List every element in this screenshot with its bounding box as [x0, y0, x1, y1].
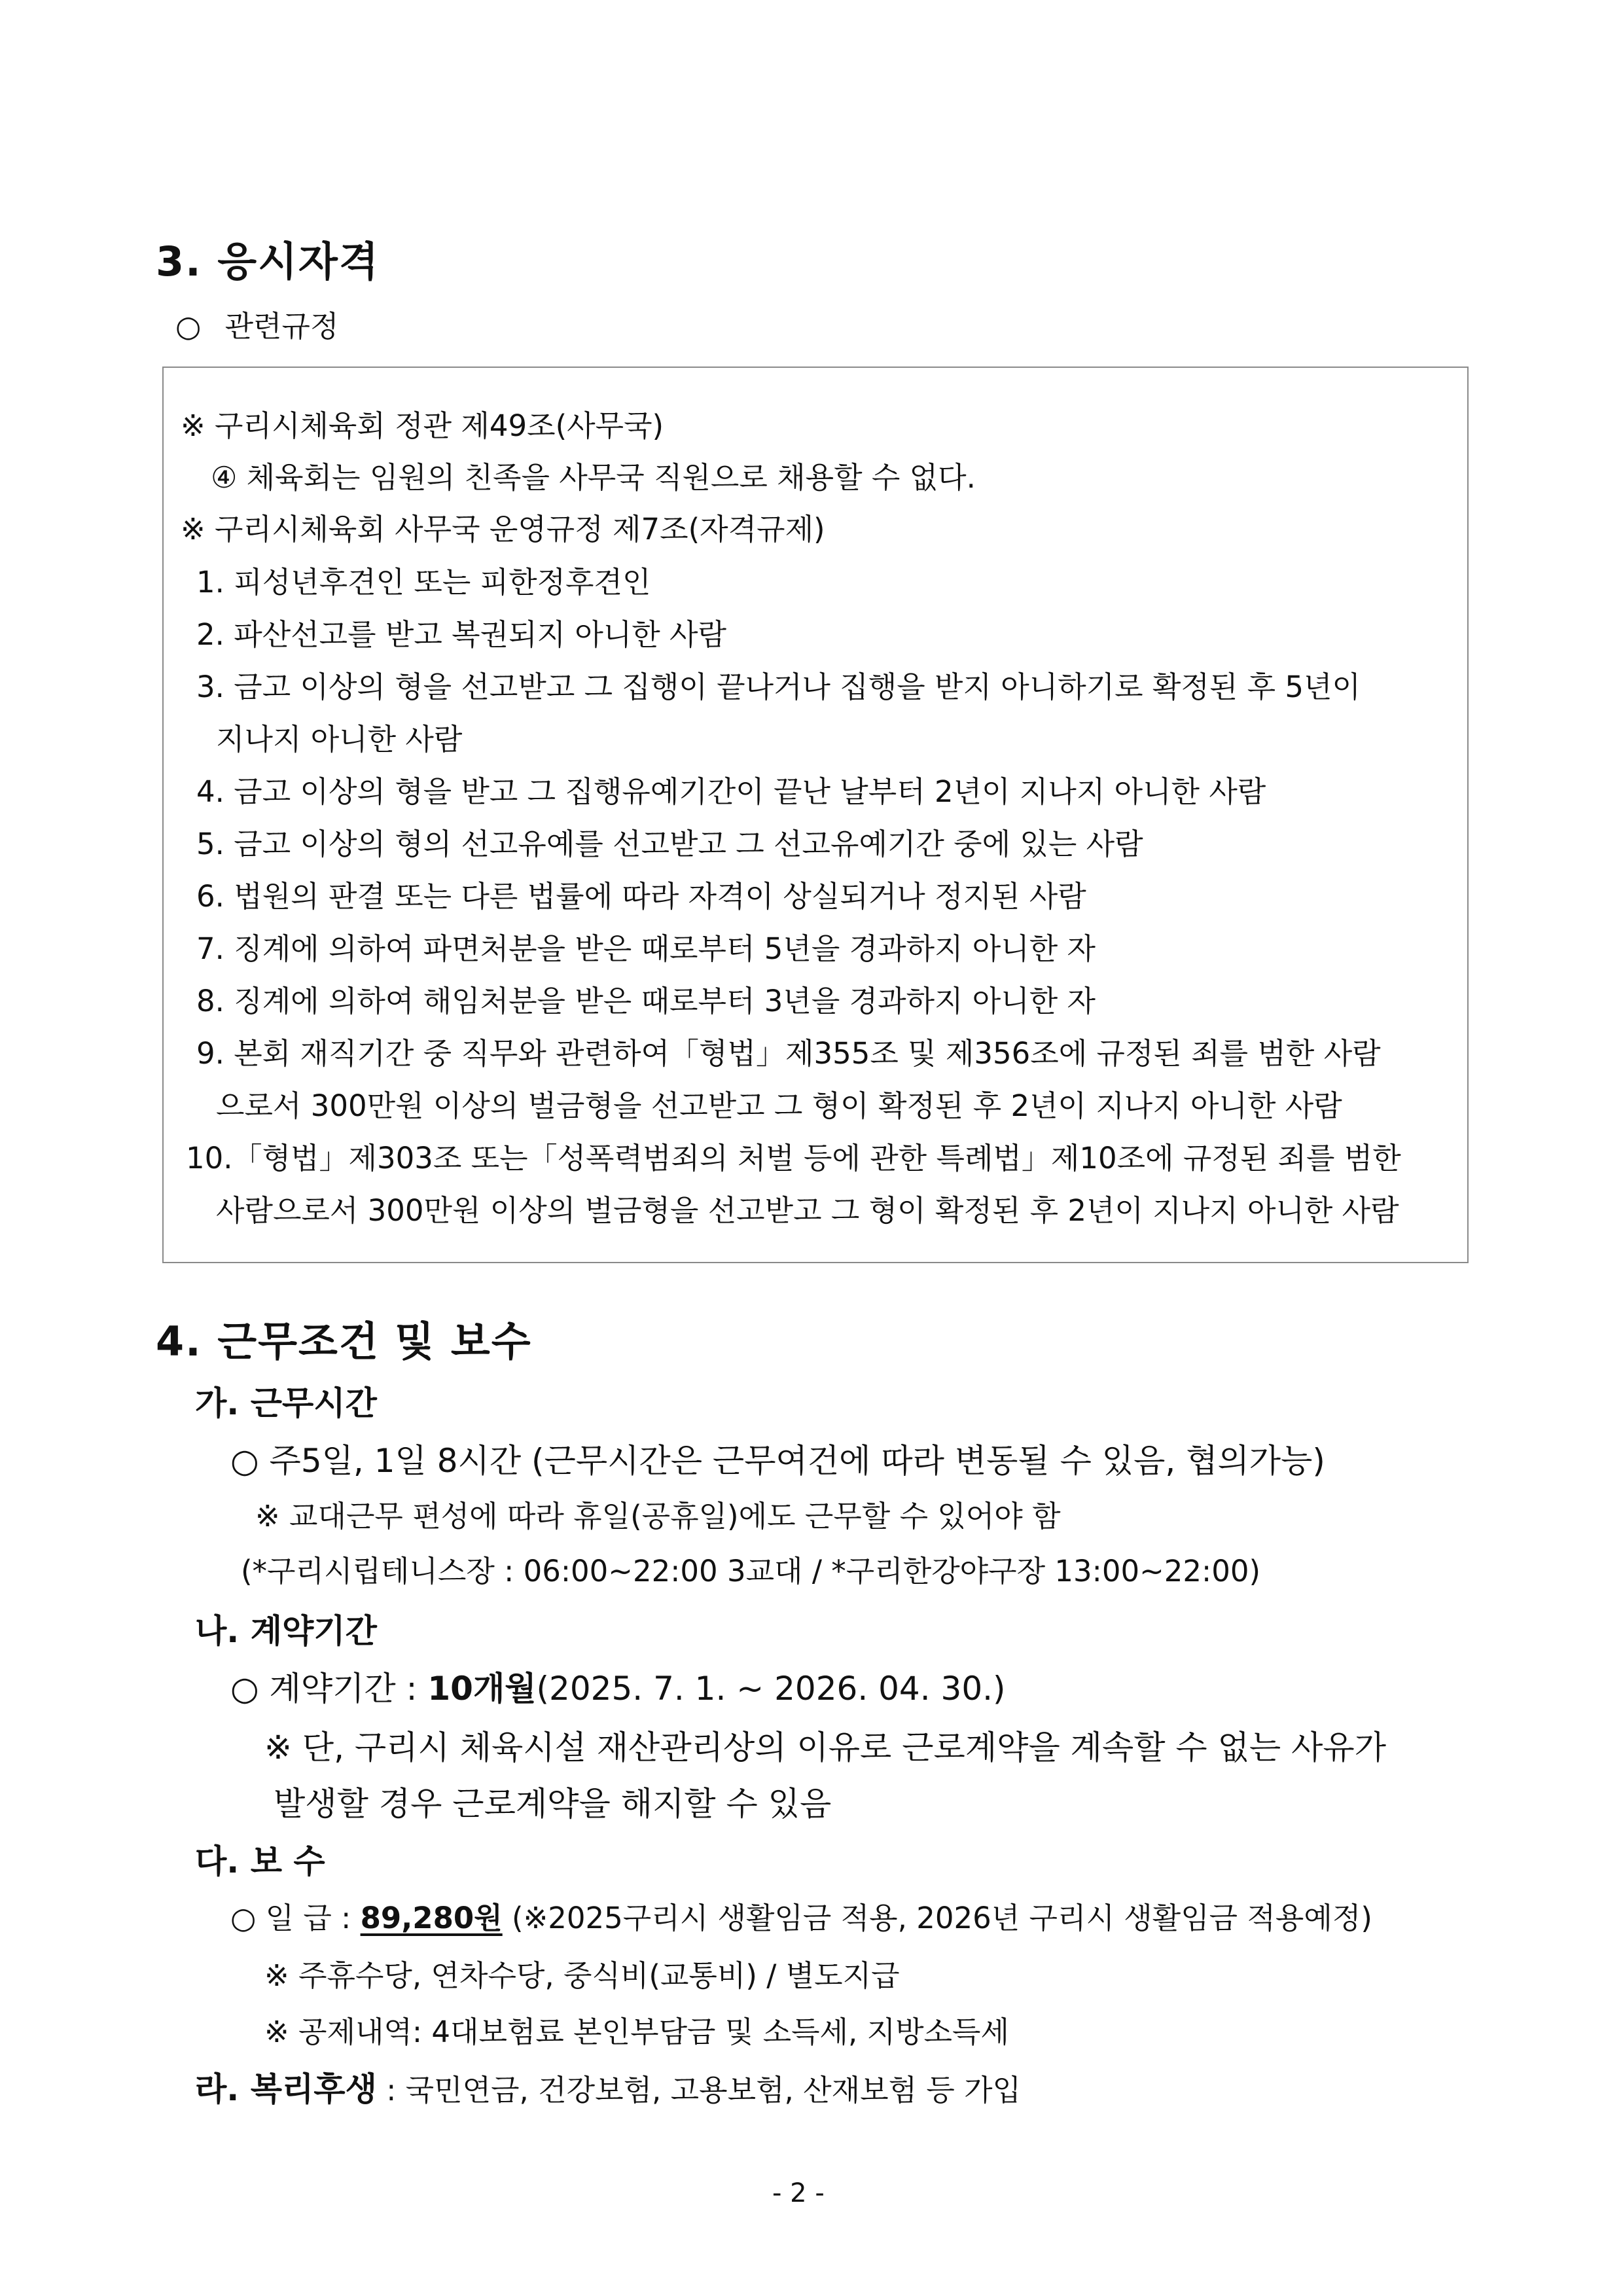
section-4-title: 4. 근무조건 및 보수 [156, 1318, 532, 1365]
daily-wage-note: (※2025구리시 생활임금 적용, 2026년 구리시 생활임금 적용예정) [502, 1901, 1372, 1935]
contract-period-heading: 나. 계약기간 [195, 1612, 377, 1650]
list-item: 3. 금고 이상의 형을 선고받고 그 집행이 끝나거나 집행을 받지 아니하기로 확정된 후 5년이 [196, 670, 1361, 704]
pay-heading: 다. 보 수 [195, 1842, 325, 1880]
ref-articles-49: ※ 구리시체육회 정관 제49조(사무국) [181, 408, 664, 443]
contract-period-line [230, 1662, 1006, 1710]
list-item-continued: 으로서 300만원 이상의 벌금형을 선고받고 그 형이 확정된 후 2년이 지나지 아니한 사람 [216, 1088, 1342, 1123]
list-item: 5. 금고 이상의 형의 선고유예를 선고받고 그 선고유예기간 중에 있는 사람 [196, 827, 1143, 861]
welfare-line [195, 2063, 1021, 2110]
ref-operating-rules-7: ※ 구리시체육회 사무국 운영규정 제7조(자격규제) [181, 512, 825, 547]
welfare-heading: 라. 복리후생 [195, 2070, 377, 2108]
list-item: 7. 징계에 의하여 파면처분을 받은 때로부터 5년을 경과하지 아니한 자 [196, 931, 1096, 966]
allowance-note: ※ 주휴수당, 연차수당, 중식비(교통비) / 별도지급 [264, 1958, 900, 1993]
list-item: 8. 징계에 의하여 해임처분을 받은 때로부터 3년을 경과하지 아니한 자 [196, 984, 1096, 1018]
list-item: 1. 피성년후견인 또는 피한정후견인 [196, 565, 651, 600]
daily-wage-amount: 89,280원 [360, 1901, 503, 1935]
list-item: 10.「형법」제303조 또는「성폭력범죄의 처벌 등에 관한 특례법」제10조에 규정된 죄를 범한 [186, 1141, 1401, 1175]
contract-period-dates: (2025. 7. 1. ~ 2026. 04. 30.) [536, 1670, 1006, 1708]
contract-period-note: ※ 단, 구리시 체육시설 재산관리상의 이유로 근로계약을 계속할 수 없는 사유가 [264, 1729, 1387, 1767]
contract-period-note-continued: 발생할 경우 근로계약을 해지할 수 있음 [274, 1785, 832, 1823]
page-number: - 2 - [772, 2178, 825, 2208]
regulation-box [162, 367, 1469, 1263]
daily-wage-prefix: ○ 일 급 : [230, 1901, 361, 1935]
contract-period-duration: 10개월 [427, 1670, 537, 1708]
work-hours-note: ※ 교대근무 편성에 따라 휴일(공휴일)에도 근무할 수 있어야 함 [255, 1499, 1061, 1534]
section-3-title: 3. 응시자격 [156, 238, 380, 285]
work-hours-line: ○ 주5일, 1일 8시간 (근무시간은 근무여건에 따라 변동될 수 있음, 협의가능) [230, 1442, 1325, 1480]
regulation-heading [175, 302, 338, 345]
list-item: 6. 법원의 판결 또는 다른 법률에 따라 자격이 상실되거나 정지된 사람 [196, 879, 1086, 914]
list-item-continued: 사람으로서 300만원 이상의 벌금형을 선고받고 그 형이 확정된 후 2년이 지나지 아니한 사람 [216, 1193, 1399, 1228]
daily-wage-line [230, 1894, 1372, 1937]
list-item: 4. 금고 이상의 형을 받고 그 집행유예기간이 끝난 날부터 2년이 지나지 아니한 사람 [196, 774, 1266, 809]
bullet-circle-icon: ○ [175, 309, 202, 344]
list-item: 2. 파산선고를 받고 복권되지 아니한 사람 [196, 617, 726, 652]
list-item: 9. 본회 재직기간 중 직무와 관련하여「형법」제355조 및 제356조에 규정된 죄를 범한 사람 [196, 1036, 1381, 1071]
work-hours-schedule: (*구리시립테니스장 : 06:00~22:00 3교대 / *구리한강야구장 13:00~22:00) [241, 1554, 1261, 1588]
welfare-text: : 국민연금, 건강보험, 고용보험, 산재보험 등 가입 [376, 2073, 1022, 2108]
contract-period-prefix: ○ 계약기간 : [230, 1670, 428, 1708]
work-hours-heading: 가. 근무시간 [195, 1384, 377, 1422]
regulation-heading-label: 관련규정 [224, 309, 339, 344]
deduction-note: ※ 공제내역: 4대보험료 본인부담금 및 소득세, 지방소득세 [264, 2015, 1009, 2049]
list-item-continued: 지나지 아니한 사람 [216, 722, 463, 757]
ref-articles-49-item: ④ 체육회는 임원의 친족을 사무국 직원으로 채용할 수 없다. [211, 460, 976, 495]
